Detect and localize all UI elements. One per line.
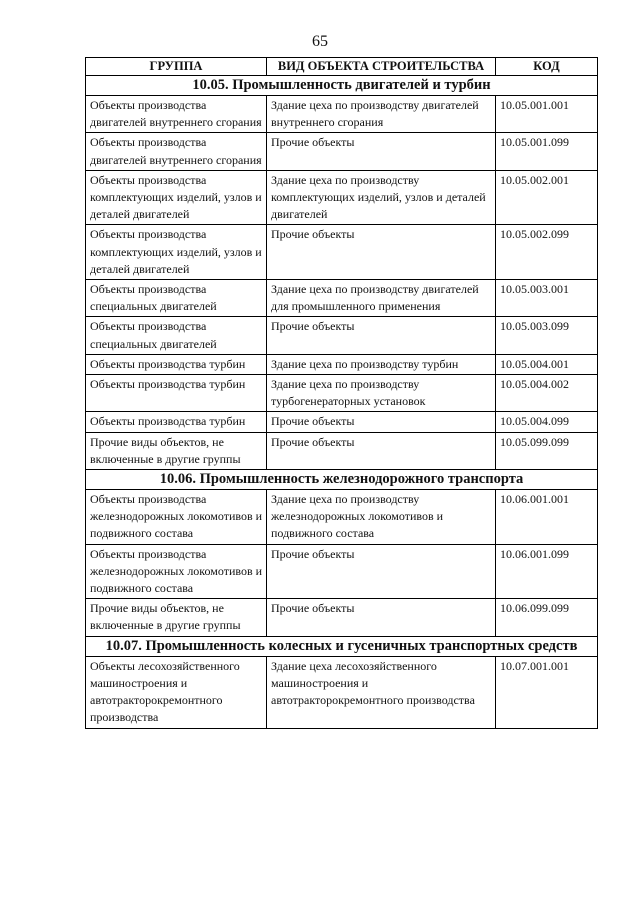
group-cell: Объекты производства двигателей внутреннего сгорания [86,96,267,133]
object-type-cell: Прочие объекты [267,544,496,599]
group-cell: Объекты лесохозяйственного машиностроения и автотракторокремонтного производства [86,656,267,728]
code-cell: 10.05.001.001 [496,96,598,133]
code-cell: 10.05.003.099 [496,317,598,354]
table-header-row [86,58,598,76]
table-row [86,170,598,225]
code-cell: 10.05.002.001 [496,170,598,225]
table-row [86,375,598,412]
group-cell: Объекты производства специальных двигателей [86,280,267,317]
object-type-cell: Здание цеха по производству двигателей внутреннего сгорания [267,96,496,133]
object-type-cell: Здание цеха по производству комплектующих изделий, узлов и деталей двигателей [267,170,496,225]
table-body [86,76,598,729]
object-type-cell: Здание цеха по производству двигателей для промышленного применения [267,280,496,317]
section-title: 10.07. Промышленность колесных и гусеничных транспортных средств [86,636,598,656]
table-row [86,599,598,636]
group-cell: Объекты производства турбин [86,375,267,412]
group-cell: Объекты производства комплектующих изделий, узлов и деталей двигателей [86,170,267,225]
code-cell: 10.07.001.001 [496,656,598,728]
code-cell: 10.05.004.001 [496,354,598,374]
table-row [86,412,598,432]
object-type-cell: Здание цеха лесохозяйственного машиностроения и автотракторокремонтного производства [267,656,496,728]
header-code: КОД [496,58,598,76]
page-number: 65 [312,33,328,50]
group-cell: Объекты производства комплектующих изделий, узлов и деталей двигателей [86,225,267,280]
code-cell: 10.05.004.099 [496,412,598,432]
group-cell: Объекты производства двигателей внутреннего сгорания [86,133,267,170]
object-type-cell: Здание цеха по производству турбин [267,354,496,374]
code-cell: 10.06.099.099 [496,599,598,636]
code-cell: 10.05.004.002 [496,375,598,412]
table-row [86,133,598,170]
code-cell: 10.05.003.001 [496,280,598,317]
code-cell: 10.06.001.001 [496,490,598,545]
group-cell: Прочие виды объектов, не включенные в другие группы [86,599,267,636]
classifier-table [85,57,598,729]
object-type-cell: Прочие объекты [267,412,496,432]
table-row [86,490,598,545]
group-cell: Объекты производства турбин [86,354,267,374]
object-type-cell: Прочие объекты [267,432,496,469]
group-cell: Прочие виды объектов, не включенные в другие группы [86,432,267,469]
object-type-cell: Прочие объекты [267,599,496,636]
table-row [86,280,598,317]
header-object-type: ВИД ОБЪЕКТА СТРОИТЕЛЬСТВА [267,58,496,76]
object-type-cell: Прочие объекты [267,225,496,280]
table-row [86,432,598,469]
section-title: 10.05. Промышленность двигателей и турбин [86,76,598,96]
code-cell: 10.05.002.099 [496,225,598,280]
table-row [86,656,598,728]
table-row [86,225,598,280]
object-type-cell: Здание цеха по производству железнодорожных локомотивов и подвижного состава [267,490,496,545]
header-group: ГРУППА [86,58,267,76]
code-cell: 10.05.099.099 [496,432,598,469]
object-type-cell: Здание цеха по производству турбогенераторных установок [267,375,496,412]
section-heading-row [86,76,598,96]
section-heading-row [86,470,598,490]
object-type-cell: Прочие объекты [267,317,496,354]
table-row [86,96,598,133]
section-heading-row [86,636,598,656]
table-row [86,317,598,354]
object-type-cell: Прочие объекты [267,133,496,170]
group-cell: Объекты производства железнодорожных локомотивов и подвижного состава [86,544,267,599]
group-cell: Объекты производства специальных двигателей [86,317,267,354]
table-row [86,354,598,374]
code-cell: 10.05.001.099 [496,133,598,170]
group-cell: Объекты производства турбин [86,412,267,432]
table-row [86,544,598,599]
group-cell: Объекты производства железнодорожных локомотивов и подвижного состава [86,490,267,545]
code-cell: 10.06.001.099 [496,544,598,599]
section-title: 10.06. Промышленность железнодорожного транспорта [86,470,598,490]
